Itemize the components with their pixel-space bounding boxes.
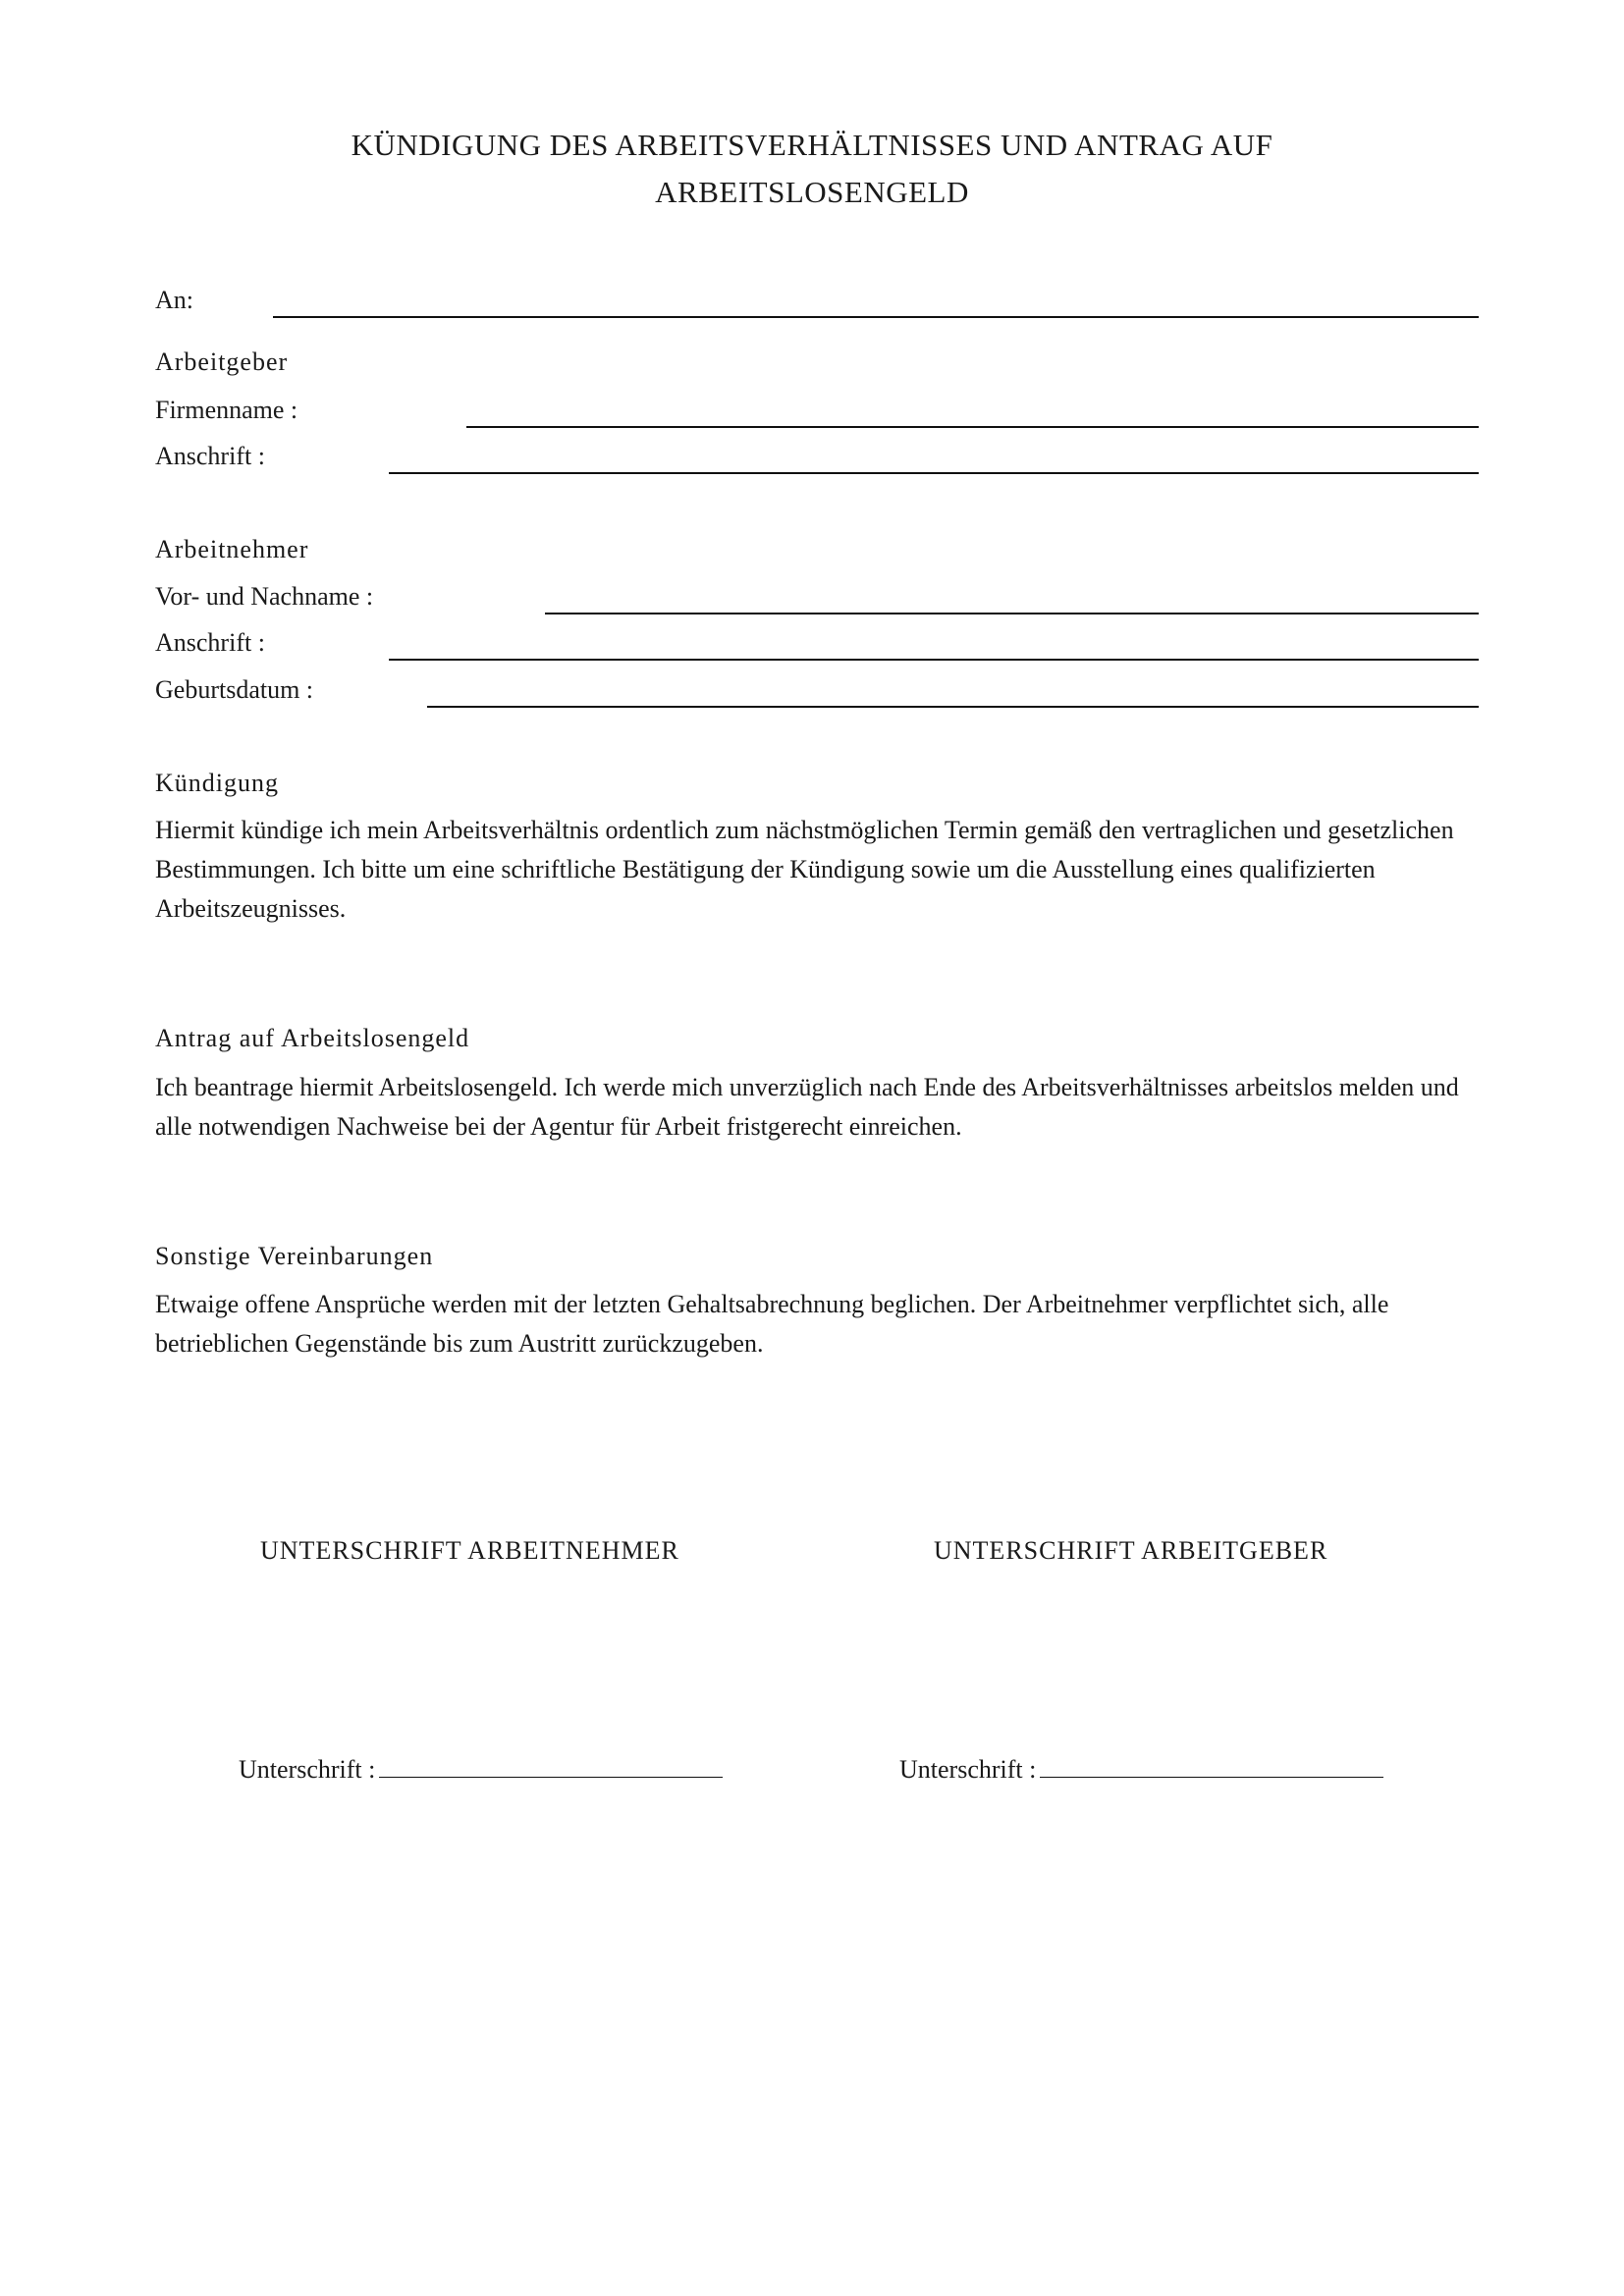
employee-signature-line bbox=[239, 1755, 723, 1785]
employer-heading: Arbeitgeber bbox=[155, 347, 289, 376]
employee-signature-heading: UNTERSCHRIFT ARBEITNEHMER bbox=[260, 1536, 679, 1565]
employee-signature-label: Unterschrift : bbox=[239, 1755, 376, 1784]
recipient-field[interactable] bbox=[273, 316, 1479, 318]
employee-signature-field[interactable] bbox=[379, 1777, 723, 1778]
employee-heading: Arbeitnehmer bbox=[155, 535, 309, 563]
company-name-label: Firmenname : bbox=[155, 396, 298, 424]
employer-signature-line bbox=[899, 1755, 1383, 1785]
employer-signature-label: Unterschrift : bbox=[899, 1755, 1037, 1784]
birthdate-field[interactable] bbox=[427, 706, 1479, 708]
recipient-label: An: bbox=[155, 286, 193, 314]
unemployment-application-heading: Antrag auf Arbeitslosengeld bbox=[155, 1024, 470, 1052]
other-agreements-heading: Sonstige Vereinbarungen bbox=[155, 1242, 434, 1270]
employee-name-field[interactable] bbox=[545, 613, 1479, 614]
document-title-line-1: KÜNDIGUNG DES ARBEITSVERHÄLTNISSES UND ANTRAG AUF bbox=[351, 128, 1273, 162]
employee-address-label: Anschrift : bbox=[155, 628, 265, 657]
termination-heading: Kündigung bbox=[155, 769, 279, 797]
employer-signature-field[interactable] bbox=[1040, 1777, 1383, 1778]
termination-text: Hiermit kündige ich mein Arbeitsverhältnis ordentlich zum nächstmöglichen Termin gemäß den vertraglichen und gesetzlichen Bestimmungen. Ich bitte um eine schriftliche Bestätigung der Kündigung sowie um die Ausstellung eines qualifizierten Arbeitszeugnisses. bbox=[155, 816, 1454, 923]
birthdate-label: Geburtsdatum : bbox=[155, 675, 314, 704]
employer-signature-heading: UNTERSCHRIFT ARBEITGEBER bbox=[934, 1536, 1328, 1565]
document-title-line-2: ARBEITSLOSENGELD bbox=[655, 175, 969, 209]
company-name-field[interactable] bbox=[466, 426, 1479, 428]
other-agreements-text: Etwaige offene Ansprüche werden mit der letzten Gehaltsabrechnung beglichen. Der Arbeitnehmer verpflichtet sich, alle betrieblichen Gegenstände bis zum Austritt zurückzugeben. bbox=[155, 1290, 1389, 1358]
employee-name-label: Vor- und Nachname : bbox=[155, 582, 374, 611]
unemployment-application-text: Ich beantrage hiermit Arbeitslosengeld. Ich werde mich unverzüglich nach Ende des Arbeitsverhältnisses arbeitslos melden und alle notwendigen Nachweise bei der Agentur für Arbeit fristgerecht einreichen. bbox=[155, 1073, 1459, 1141]
employer-address-label: Anschrift : bbox=[155, 442, 265, 470]
employee-address-field[interactable] bbox=[389, 659, 1479, 661]
employer-address-field[interactable] bbox=[389, 472, 1479, 474]
